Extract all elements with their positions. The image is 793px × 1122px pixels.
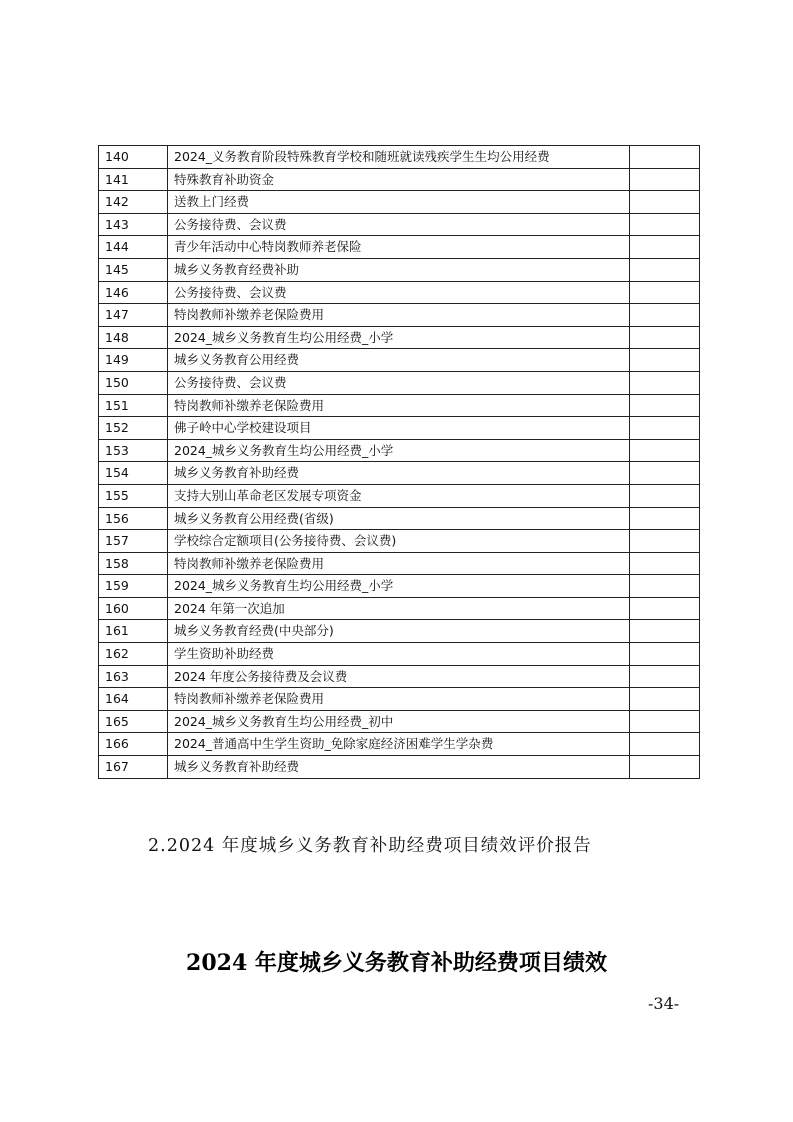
table-row (99, 168, 700, 191)
table-row (99, 597, 700, 620)
project-name-cell: 2024_义务教育阶段特殊教育学校和随班就读残疾学生生均公用经费 (168, 146, 630, 169)
row-number-cell: 151 (99, 394, 168, 417)
blank-cell (630, 484, 700, 507)
row-number-cell: 153 (99, 439, 168, 462)
project-name-cell: 2024 年第一次追加 (168, 597, 630, 620)
table-row (99, 258, 700, 281)
table-row (99, 281, 700, 304)
row-number-cell: 156 (99, 507, 168, 530)
blank-cell (630, 733, 700, 756)
row-number-cell: 144 (99, 236, 168, 259)
row-number-cell: 158 (99, 552, 168, 575)
row-number-cell: 146 (99, 281, 168, 304)
project-name-cell: 学校综合定额项目(公务接待费、会议费) (168, 530, 630, 553)
project-name-cell: 公务接待费、会议费 (168, 281, 630, 304)
blank-cell (630, 168, 700, 191)
row-number-cell: 145 (99, 258, 168, 281)
blank-cell (630, 146, 700, 169)
table-row (99, 462, 700, 485)
table-row (99, 304, 700, 327)
table-row (99, 643, 700, 666)
table-row (99, 507, 700, 530)
project-name-cell: 2024 年度公务接待费及会议费 (168, 665, 630, 688)
blank-cell (630, 665, 700, 688)
blank-cell (630, 326, 700, 349)
table-row (99, 710, 700, 733)
row-number-cell: 167 (99, 756, 168, 779)
row-number-cell: 161 (99, 620, 168, 643)
table-row (99, 349, 700, 372)
project-name-cell: 公务接待费、会议费 (168, 371, 630, 394)
row-number-cell: 150 (99, 371, 168, 394)
blank-cell (630, 349, 700, 372)
row-number-cell: 148 (99, 326, 168, 349)
project-name-cell: 支持大别山革命老区发展专项资金 (168, 484, 630, 507)
project-name-cell: 特岗教师补缴养老保险费用 (168, 552, 630, 575)
page-number: -34- (648, 994, 680, 1013)
table-row (99, 394, 700, 417)
row-number-cell: 157 (99, 530, 168, 553)
project-name-cell: 送教上门经费 (168, 191, 630, 214)
blank-cell (630, 213, 700, 236)
table-row (99, 417, 700, 440)
section-heading: 2.2024 年度城乡义务教育补助经费项目绩效评价报告 (148, 836, 592, 856)
row-number-cell: 162 (99, 643, 168, 666)
blank-cell (630, 620, 700, 643)
row-number-cell: 160 (99, 597, 168, 620)
table-row (99, 756, 700, 779)
project-name-cell: 佛子岭中心学校建设项目 (168, 417, 630, 440)
table-row (99, 575, 700, 598)
blank-cell (630, 439, 700, 462)
row-number-cell: 164 (99, 688, 168, 711)
blank-cell (630, 258, 700, 281)
blank-cell (630, 417, 700, 440)
table-row (99, 326, 700, 349)
row-number-cell: 142 (99, 191, 168, 214)
table-row (99, 146, 700, 169)
blank-cell (630, 394, 700, 417)
row-number-cell: 166 (99, 733, 168, 756)
table-row (99, 620, 700, 643)
row-number-cell: 163 (99, 665, 168, 688)
project-name-cell: 2024_城乡义务教育生均公用经费_初中 (168, 710, 630, 733)
blank-cell (630, 371, 700, 394)
row-number-cell: 140 (99, 146, 168, 169)
table-row (99, 191, 700, 214)
table-row (99, 236, 700, 259)
blank-cell (630, 530, 700, 553)
project-name-cell: 城乡义务教育公用经费(省级) (168, 507, 630, 530)
project-name-cell: 2024_普通高中生学生资助_免除家庭经济困难学生学杂费 (168, 733, 630, 756)
row-number-cell: 165 (99, 710, 168, 733)
blank-cell (630, 710, 700, 733)
row-number-cell: 154 (99, 462, 168, 485)
project-name-cell: 城乡义务教育经费(中央部分) (168, 620, 630, 643)
blank-cell (630, 236, 700, 259)
table-row (99, 439, 700, 462)
table-row (99, 530, 700, 553)
project-name-cell: 特岗教师补缴养老保险费用 (168, 394, 630, 417)
project-name-cell: 城乡义务教育公用经费 (168, 349, 630, 372)
table-row (99, 688, 700, 711)
row-number-cell: 147 (99, 304, 168, 327)
project-name-cell: 城乡义务教育补助经费 (168, 756, 630, 779)
table-row (99, 213, 700, 236)
blank-cell (630, 552, 700, 575)
row-number-cell: 143 (99, 213, 168, 236)
blank-cell (630, 688, 700, 711)
table-body (99, 146, 700, 779)
table-row (99, 484, 700, 507)
project-name-cell: 2024_城乡义务教育生均公用经费_小学 (168, 575, 630, 598)
project-name-cell: 城乡义务教育经费补助 (168, 258, 630, 281)
report-title: 2024 年度城乡义务教育补助经费项目绩效 (186, 950, 607, 976)
blank-cell (630, 281, 700, 304)
row-number-cell: 152 (99, 417, 168, 440)
project-name-cell: 特岗教师补缴养老保险费用 (168, 688, 630, 711)
row-number-cell: 155 (99, 484, 168, 507)
expense-items-table (98, 145, 700, 779)
blank-cell (630, 756, 700, 779)
project-name-cell: 特殊教育补助资金 (168, 168, 630, 191)
blank-cell (630, 597, 700, 620)
project-name-cell: 学生资助补助经费 (168, 643, 630, 666)
blank-cell (630, 304, 700, 327)
project-name-cell: 2024_城乡义务教育生均公用经费_小学 (168, 326, 630, 349)
project-name-cell: 青少年活动中心特岗教师养老保险 (168, 236, 630, 259)
table-row (99, 665, 700, 688)
blank-cell (630, 507, 700, 530)
row-number-cell: 159 (99, 575, 168, 598)
table-row (99, 371, 700, 394)
project-name-cell: 特岗教师补缴养老保险费用 (168, 304, 630, 327)
blank-cell (630, 643, 700, 666)
project-name-cell: 2024_城乡义务教育生均公用经费_小学 (168, 439, 630, 462)
table-row (99, 552, 700, 575)
blank-cell (630, 191, 700, 214)
project-name-cell: 公务接待费、会议费 (168, 213, 630, 236)
blank-cell (630, 462, 700, 485)
project-name-cell: 城乡义务教育补助经费 (168, 462, 630, 485)
blank-cell (630, 575, 700, 598)
row-number-cell: 149 (99, 349, 168, 372)
row-number-cell: 141 (99, 168, 168, 191)
table-row (99, 733, 700, 756)
